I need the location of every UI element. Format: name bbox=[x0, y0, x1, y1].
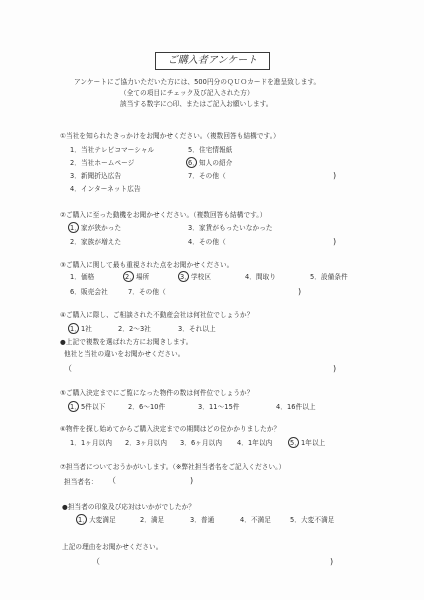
q4-question: ④ご購入に際し、ご相談された不動産会社は何社位でしょうか？ bbox=[60, 311, 254, 319]
q1-option-5[interactable]: 5．住宅情報紙 bbox=[188, 146, 233, 154]
q1-option-3[interactable]: 3．新聞折込広告 bbox=[70, 172, 122, 180]
q5-option-4[interactable]: 4．16件以上 bbox=[276, 403, 316, 411]
q2-option-3[interactable]: 3．家賃がもったいなかった bbox=[188, 224, 273, 232]
q7-reason-open-paren: （ bbox=[92, 557, 100, 566]
q5-option-2[interactable]: 2．6～10件 bbox=[128, 403, 166, 411]
q7-selection-circle bbox=[76, 514, 87, 525]
q7-name-close-paren: ) bbox=[190, 476, 194, 485]
q4-option-2[interactable]: 2．2～3社 bbox=[118, 325, 151, 333]
q1-option-2[interactable]: 2．当社ホームページ bbox=[70, 159, 135, 167]
q2-close-paren: ) bbox=[333, 237, 337, 246]
q2-option-4[interactable]: 4．その他（ bbox=[188, 238, 226, 246]
q1-close-paren: ) bbox=[333, 171, 337, 180]
q7-reason-prompt: 上記の理由をお聞かせください。 bbox=[62, 543, 163, 551]
q3-option-4[interactable]: 4．間取り bbox=[245, 273, 277, 281]
q7-name-label: 担当者名： bbox=[64, 478, 98, 486]
q7-sub-question: ●担当者の印象及び応対はいかがでしたか？ bbox=[62, 503, 196, 511]
q7-question: ⑦担当者についておうかがいします。（※弊社担当者名をご記入ください。） bbox=[60, 463, 286, 471]
q4-selection-circle bbox=[68, 323, 79, 334]
q4-option-3[interactable]: 3．それ以上 bbox=[178, 325, 216, 333]
q3-close-paren: ) bbox=[298, 287, 302, 296]
q4-sub-question-1: ●上記で複数を選ばれた方にお聞きします。 bbox=[60, 338, 193, 346]
q4-close-paren: ) bbox=[333, 364, 337, 373]
q6-selection-circle bbox=[288, 437, 299, 448]
intro-line-3: 該当する数字に○印、またはご記入お願いします。 bbox=[120, 100, 273, 108]
q1-option-6[interactable]: 6．知人の紹介 bbox=[188, 159, 233, 167]
q5-option-3[interactable]: 3．11～15件 bbox=[198, 403, 240, 411]
q2-option-1[interactable]: 1．家が狭かった bbox=[70, 224, 122, 232]
q7-option-5[interactable]: 5．大変不満足 bbox=[290, 516, 335, 524]
q6-option-1[interactable]: 1．1ヶ月以内 bbox=[70, 439, 113, 447]
survey-title: ご購入者アンケート bbox=[155, 52, 270, 70]
q6-option-5[interactable]: 5．1年以上 bbox=[290, 439, 326, 447]
q2-option-2[interactable]: 2．家族が増えた bbox=[70, 238, 122, 246]
q7-option-2[interactable]: 2．満足 bbox=[140, 516, 165, 524]
q3-option-7[interactable]: 7．その他（ bbox=[128, 288, 166, 296]
q6-question: ⑥物件を探し始めてからご購入決定までの期間はどの位かかりましたか？ bbox=[60, 425, 281, 433]
q4-sub-question-2: 他社と当社の違いをお聞かせください。 bbox=[64, 350, 185, 358]
intro-line-1: アンケートにご協力いただいた方には、500円分のＱＵＯカードを進呈致します。 bbox=[74, 78, 321, 86]
q3-question: ③ご購入に関して最も重視された点をお聞かせください。 bbox=[60, 261, 234, 269]
q1-question: ①当社を知られたきっかけをお聞かせください。（複数回答も結構です。） bbox=[60, 132, 280, 140]
q4-option-1[interactable]: 1．1社 bbox=[70, 325, 92, 333]
q4-open-paren: （ bbox=[64, 364, 72, 373]
q7-option-1[interactable]: 1．大変満足 bbox=[78, 516, 116, 524]
q3-option-3[interactable]: 3．学校区 bbox=[180, 273, 212, 281]
q7-option-4[interactable]: 4．不満足 bbox=[240, 516, 272, 524]
q3-selection-circle-2 bbox=[178, 271, 189, 282]
q7-name-open-paren: （ bbox=[108, 476, 116, 485]
q5-question: ⑤ご購入決定までにご覧になった物件の数は何件位でしょうか？ bbox=[60, 389, 254, 397]
q2-question: ②ご購入に至った動機をお聞かせください。（複数回答も結構です。） bbox=[60, 211, 267, 219]
q6-option-2[interactable]: 2．3ヶ月以内 bbox=[125, 439, 168, 447]
q1-selection-circle bbox=[186, 157, 197, 168]
q3-option-6[interactable]: 6．販売会社 bbox=[70, 288, 108, 296]
q3-option-2[interactable]: 2．場所 bbox=[125, 273, 150, 281]
q6-option-3[interactable]: 3．6ヶ月以内 bbox=[180, 439, 223, 447]
q1-option-1[interactable]: 1．当社テレビコマーシャル bbox=[70, 146, 155, 154]
q5-selection-circle bbox=[68, 401, 79, 412]
q7-reason-close-paren: ) bbox=[330, 557, 334, 566]
q1-option-7[interactable]: 7．その他（ bbox=[188, 172, 226, 180]
q2-selection-circle bbox=[68, 222, 79, 233]
q7-option-3[interactable]: 3．普通 bbox=[190, 516, 215, 524]
q3-option-5[interactable]: 5．設備条件 bbox=[310, 273, 348, 281]
q1-option-4[interactable]: 4．インターネット広告 bbox=[70, 185, 141, 193]
q3-option-1[interactable]: 1．価格 bbox=[70, 273, 95, 281]
q6-option-4[interactable]: 4．1年以内 bbox=[237, 439, 273, 447]
intro-line-2: （全ての項目にチェック及び記入された方） bbox=[120, 89, 254, 97]
q3-selection-circle-1 bbox=[123, 271, 134, 282]
q5-option-1[interactable]: 1．5件以下 bbox=[70, 403, 106, 411]
